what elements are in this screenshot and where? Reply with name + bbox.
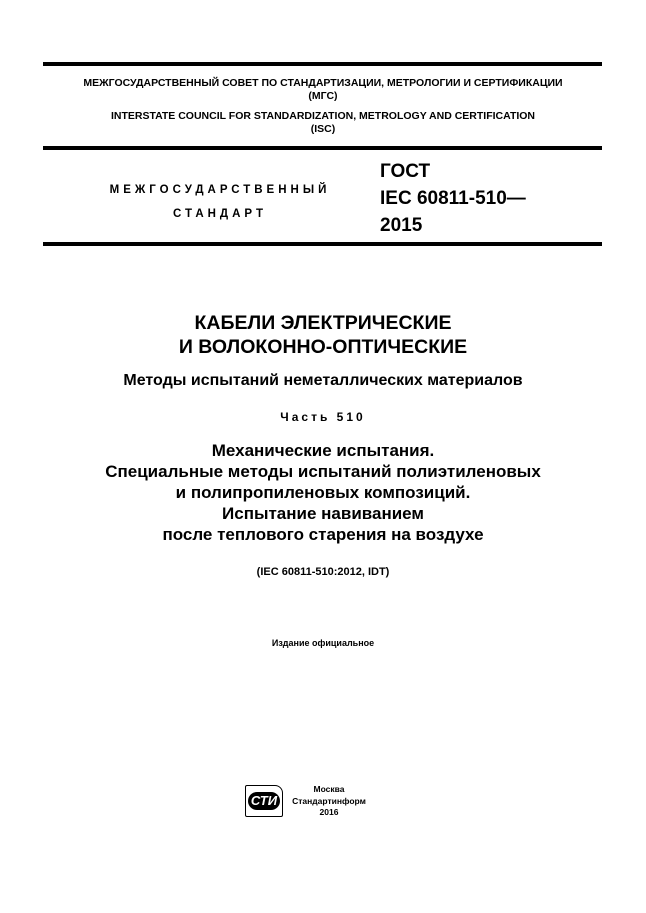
desc-line1: Механические испытания. bbox=[211, 441, 435, 460]
council-ru-abbr: (МГС) bbox=[308, 90, 338, 102]
publisher-info bbox=[284, 784, 374, 819]
part-description bbox=[0, 440, 646, 545]
desc-line3: и полипропиленовых композиций. bbox=[175, 483, 471, 502]
standard-code bbox=[380, 158, 526, 239]
council-ru-name: МЕЖГОСУДАРСТВЕННЫЙ СОВЕТ ПО СТАНДАРТИЗАЦИИ, МЕТРОЛОГИИ И СЕРТИФИКАЦИИ bbox=[83, 77, 563, 89]
standard-type-line2: СТАНДАРТ bbox=[173, 208, 267, 220]
council-ru bbox=[0, 77, 646, 103]
top-rule bbox=[43, 62, 602, 66]
standard-type bbox=[60, 178, 380, 226]
edition-label: Издание официальное bbox=[271, 638, 375, 648]
logo-mark: СТИ bbox=[248, 792, 280, 810]
desc-line5: после теплового старения на воздухе bbox=[162, 525, 484, 544]
publisher-year: 2016 bbox=[319, 807, 339, 817]
council-en bbox=[0, 110, 646, 136]
bottom-rule bbox=[43, 242, 602, 246]
subtitle: Методы испытаний неметаллических материалов bbox=[123, 372, 523, 389]
title-line1: КАБЕЛИ ЭЛЕКТРИЧЕСКИЕ bbox=[194, 312, 452, 334]
title-line2: И ВОЛОКОННО-ОПТИЧЕСКИЕ bbox=[178, 336, 468, 358]
standard-code-line2: IEC 60811-510— bbox=[380, 188, 526, 209]
standard-code-line1: ГОСТ bbox=[380, 161, 431, 182]
council-en-name: INTERSTATE COUNCIL FOR STANDARDIZATION, METROLOGY AND CERTIFICATION bbox=[110, 110, 536, 122]
desc-line4: Испытание навиванием bbox=[222, 504, 424, 523]
standartinform-logo bbox=[245, 785, 283, 817]
iec-reference: (IEC 60811-510:2012, IDT) bbox=[256, 566, 390, 578]
part-number: Часть 510 bbox=[280, 410, 366, 424]
standard-code-line3: 2015 bbox=[380, 215, 423, 236]
middle-rule bbox=[43, 146, 602, 150]
main-title bbox=[0, 311, 646, 359]
publisher-name: Стандартинформ bbox=[292, 795, 366, 806]
desc-line2: Специальные методы испытаний полиэтиленовых bbox=[105, 462, 541, 481]
standard-type-line1: МЕЖГОСУДАРСТВЕННЫЙ bbox=[109, 184, 331, 196]
publisher-city: Москва bbox=[313, 784, 345, 794]
council-en-abbr: (ISC) bbox=[310, 123, 336, 135]
